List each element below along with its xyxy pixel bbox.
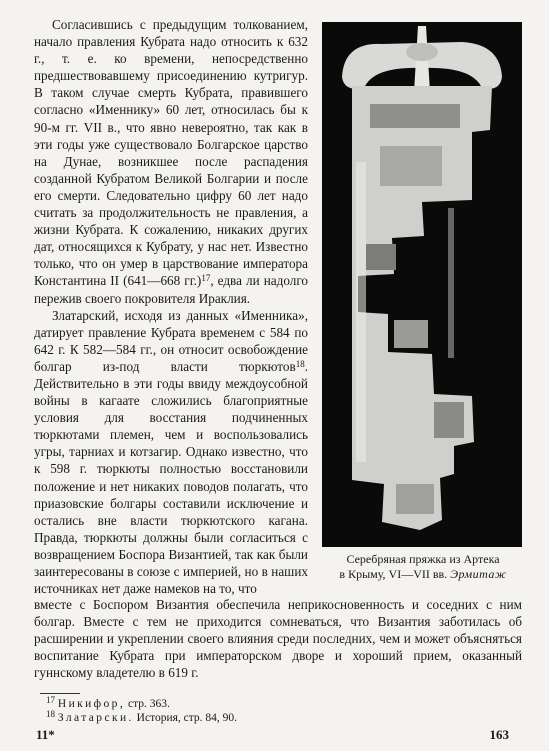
caption-line-2: в Крыму, VI—VII вв. Эрмитаж (339, 567, 507, 581)
page-number: 163 (489, 727, 509, 742)
signature-mark: 11* (36, 727, 55, 742)
silver-buckle-image (322, 22, 522, 547)
footnote-18: $^{18}$ Златарски. История, стр. 84, 90. (46, 709, 238, 724)
buckle-photo (322, 22, 522, 547)
paragraph-1: Согласившись с предыдущим толкованием, начало правления Кубрата надо относить к 632 г., т. е. ко времени, непосредственно предшествовавшему присоединению кутригур. В таком случае смерть Кубрата, правившего согласно «Именнику» 60 лет, относилась бы к 90-м гг. VII в., что явно невероятно, так как в эти годы уже существовало Болгарское царство на Дунае, возникшее после распадения созданной Кубратом Великой Болгарии и после его смерти. Следовательно цифру 60 лет надо считать за продолжительность не правления, а жизни Кубрата. К сожалению, никаких других дат, относящихся к Кубрату, у нас нет. Известно только, что он умер в царствование императора Константина II (641—668 гг.)$^{17}$, едва ли надолго пережив своего покровителя Ираклия. (34, 17, 308, 306)
footnote-divider (40, 693, 80, 694)
left-text-column (34, 16, 308, 597)
caption-museum: Эрмитаж (450, 567, 507, 581)
footnote-ref-17[interactable]: 17 (201, 273, 211, 284)
footnote-17: $^{17}$ Никифор, стр. 363. (46, 695, 170, 710)
figure-caption (318, 552, 528, 582)
caption-line-1: Серебряная пряжка из Артека (346, 552, 500, 566)
footnote-ref-18[interactable]: 18 (295, 358, 305, 369)
full-width-paragraph: вместе с Боспором Византия обеспечила неприкосновенность и соседних с ним болгар. Вместе с тем не приходится сомневаться, что Византия заботилась об расширении и укреплении своего влияния среди последних, чем и может объясняться воспитание Кубрата при императорском дворе и хороший прием, оказанный гуннскому владетелю в 619 г. (34, 597, 522, 681)
paragraph-2: Златарский, исходя из данных «Именника», датирует правление Кубрата временем с 584 по 642 г. К 582—584 гг., он относит освобождение болгар из-под власти тюркютов$^{18}$. Действительно в эти годы ввиду междоусобной войны в кагаате сложились благоприятные условия для восстания подчиненных тюркютами племен, чем и воспользовались угры, тарниах и котзагир. Однако известно, что к 598 г. тюркюты полностью восстановили положение и нет никаких поводов полагать, что приазовские болгары составили исключение и остались вне власти тюркютского кагана. Правда, тюркюты должны были согласиться с возвращением Боспора Византией, так как были заинтересованы в союзе с империей, но в наших источниках нет даже намеков на то, что (34, 307, 308, 597)
footnotes (46, 697, 506, 725)
